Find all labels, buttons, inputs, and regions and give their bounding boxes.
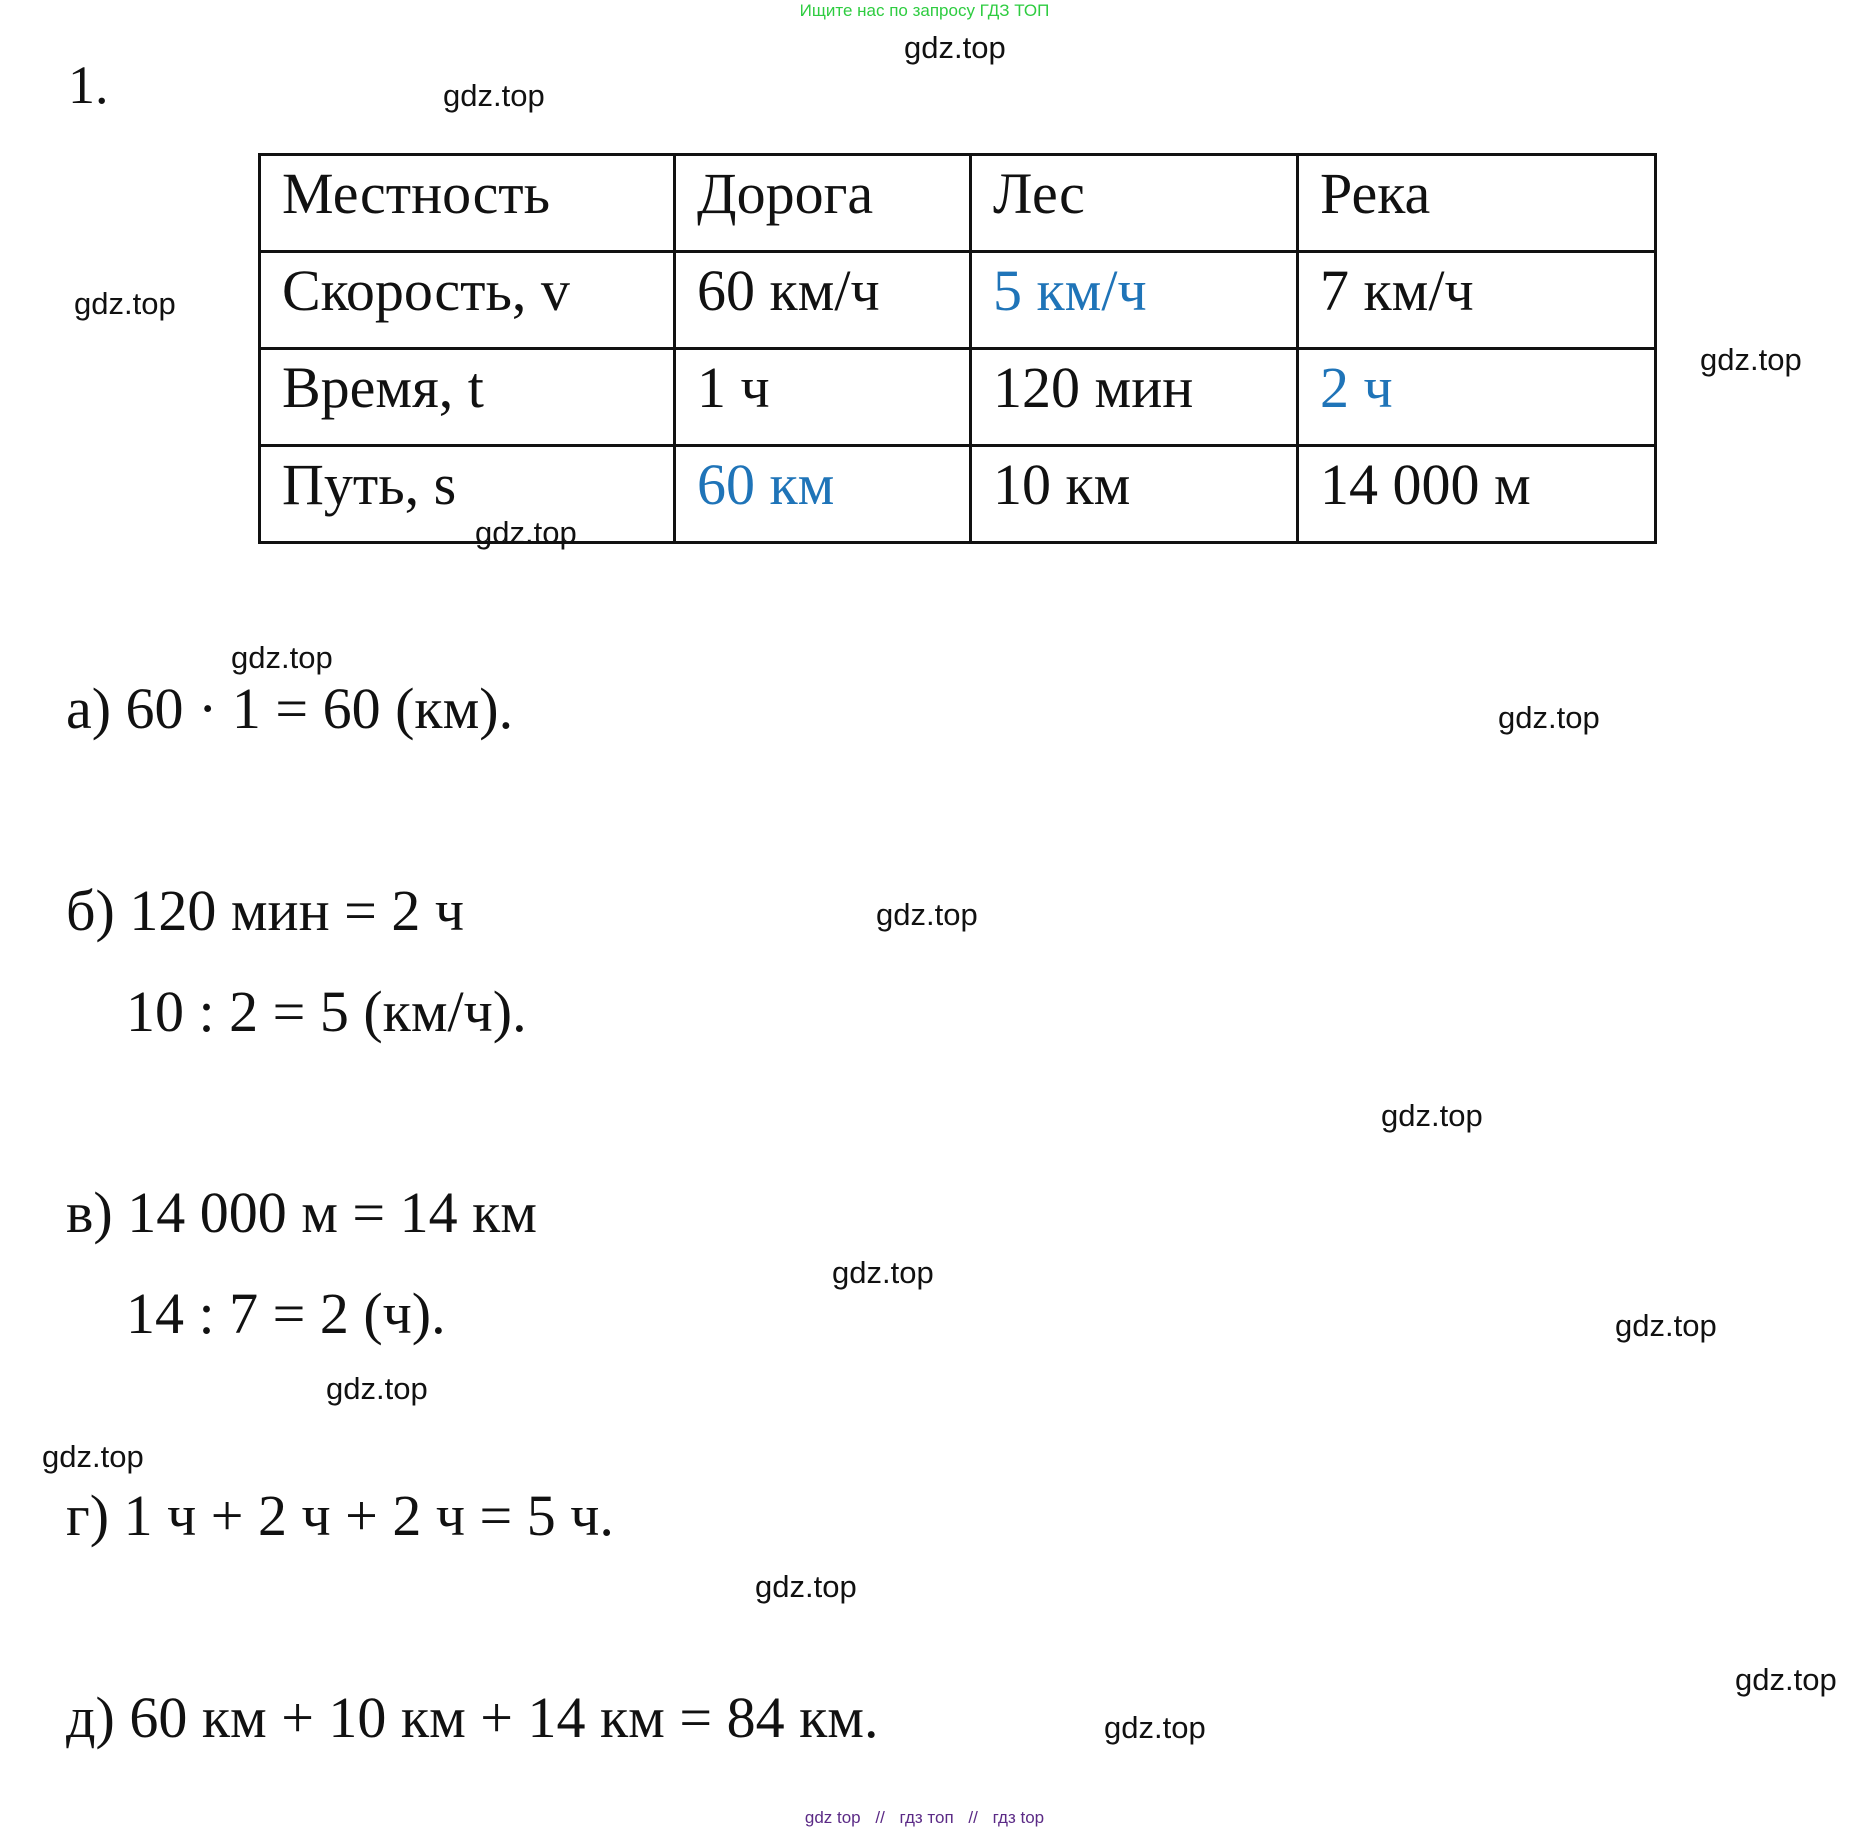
task-number: 1. (68, 55, 109, 115)
solution-b-line2: 10 : 2 = 5 (км/ч). (126, 979, 527, 1044)
solution-a: а) 60 · 1 = 60 (км). (66, 676, 514, 741)
table-cell: Время, t (260, 349, 675, 446)
table-cell: Дорога (675, 155, 971, 252)
table-cell: 1 ч (675, 349, 971, 446)
watermark: gdz.top (42, 1439, 144, 1474)
watermark: gdz.top (832, 1255, 934, 1290)
watermark: gdz.top (1381, 1098, 1483, 1133)
search-banner (0, 1, 1849, 21)
table-row (260, 155, 1656, 252)
data-table (258, 153, 1657, 544)
table-cell: 60 км/ч (675, 252, 971, 349)
table-row (260, 252, 1656, 349)
solution-v-line1: в) 14 000 м = 14 км (66, 1180, 537, 1245)
table-cell: Скорость, v (260, 252, 675, 349)
solution-g: г) 1 ч + 2 ч + 2 ч = 5 ч. (66, 1483, 614, 1548)
watermark: gdz.top (443, 78, 545, 113)
watermark: gdz.top (1735, 1662, 1837, 1697)
watermark: gdz.top (755, 1569, 857, 1604)
solution-b-line1: б) 120 мин = 2 ч (66, 878, 464, 943)
solution-v-line2: 14 : 7 = 2 (ч). (126, 1281, 446, 1346)
footer-link-gdz-top[interactable]: gdz top (804, 1808, 861, 1827)
watermark: gdz.top (904, 30, 1006, 65)
watermark: gdz.top (231, 640, 333, 675)
watermark: gdz.top (1615, 1308, 1717, 1343)
table-cell: Путь, s (260, 446, 675, 543)
watermark: gdz.top (326, 1371, 428, 1406)
table-cell-highlight: 5 км/ч (971, 252, 1298, 349)
footer-link-gdz-top-ru[interactable]: гдз топ (899, 1808, 954, 1827)
table-cell: 120 мин (971, 349, 1298, 446)
solution-d: д) 60 км + 10 км + 14 км = 84 км. (66, 1685, 879, 1750)
footer-link-gdz-top-mixed[interactable]: гдз top (992, 1808, 1045, 1827)
table-cell: 7 км/ч (1298, 252, 1656, 349)
table-cell: Местность (260, 155, 675, 252)
table-cell: 10 км (971, 446, 1298, 543)
watermark: gdz.top (74, 286, 176, 321)
table-cell: 14 000 м (1298, 446, 1656, 543)
table-row (260, 349, 1656, 446)
footer-separator: // (875, 1808, 885, 1827)
table-cell-highlight: 2 ч (1298, 349, 1656, 446)
watermark: gdz.top (1498, 700, 1600, 735)
table-row (260, 446, 1656, 543)
table-cell: Река (1298, 155, 1656, 252)
watermark: gdz.top (1700, 342, 1802, 377)
watermark: gdz.top (475, 515, 577, 550)
table-cell-highlight: 60 км (675, 446, 971, 543)
footer-separator: // (968, 1808, 978, 1827)
table-cell: Лес (971, 155, 1298, 252)
footer (0, 1808, 1849, 1828)
banner-text: Ищите нас по запросу ГДЗ ТОП (799, 1, 1050, 20)
watermark: gdz.top (1104, 1710, 1206, 1745)
watermark: gdz.top (876, 897, 978, 932)
